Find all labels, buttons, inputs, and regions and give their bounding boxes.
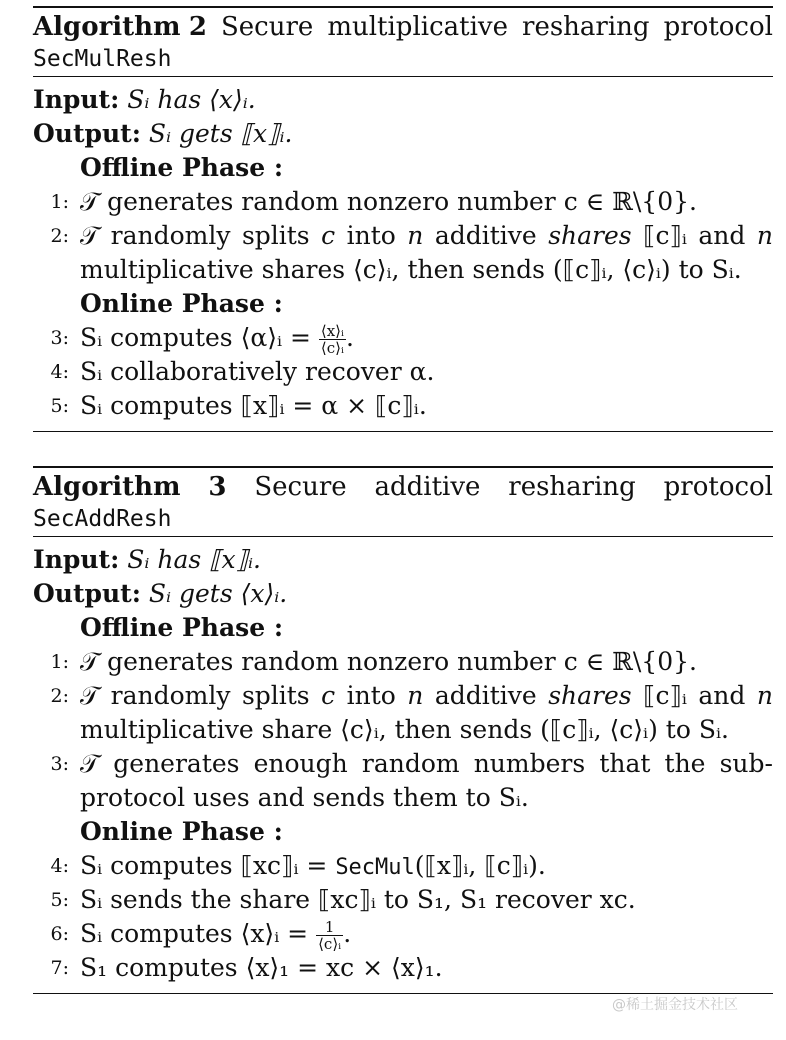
step-word: c xyxy=(321,681,336,710)
step-number: 6 : xyxy=(47,917,69,951)
title-word: resharing xyxy=(522,12,650,42)
step-number: 1 : xyxy=(47,645,69,679)
step-word: randomly xyxy=(110,221,231,250)
step-text: 𝒯 generates random nonzero number c ∈ ℝ\{0}. xyxy=(80,647,697,676)
secmul-function: SecMul xyxy=(335,855,415,880)
online-phase-label: Online Phase : xyxy=(80,817,283,846)
algorithm-label: Algorithm xyxy=(33,12,181,42)
step-word: splits xyxy=(241,681,310,710)
step-word: additive xyxy=(434,681,537,710)
algorithm-3-body xyxy=(33,537,773,993)
fraction-numerator: ⟨x⟩ᵢ xyxy=(320,322,345,340)
step-number: 5 : xyxy=(47,883,69,917)
step-text: Sᵢ computes ⟦xc⟧ᵢ = xyxy=(80,851,336,880)
step-4 xyxy=(33,355,773,389)
algorithm-number: 2 xyxy=(188,12,207,42)
step-number: 1 : xyxy=(47,185,69,219)
step-word: and xyxy=(698,221,746,250)
step-number: 4 : xyxy=(47,849,69,883)
step-word: shares xyxy=(548,681,632,710)
step-2 xyxy=(33,679,773,713)
fraction-numerator: 1 xyxy=(316,919,343,936)
step-word: n xyxy=(756,681,773,710)
step-text: Sᵢ computes ⟦x⟧ᵢ = α × ⟦c⟧ᵢ. xyxy=(80,391,427,420)
step-word: into xyxy=(346,221,396,250)
step-word: that xyxy=(599,749,651,778)
input-label: Input: xyxy=(33,545,120,574)
protocol-name: SecAddResh xyxy=(33,506,172,532)
step-1 xyxy=(33,185,773,219)
offline-phase-label: Offline Phase : xyxy=(80,153,284,182)
step-4 xyxy=(33,849,773,883)
step-number: 4 : xyxy=(47,355,69,389)
title-word: multiplicative xyxy=(327,12,508,42)
output-label: Output: xyxy=(33,579,141,608)
step-number: 7 : xyxy=(47,951,69,985)
watermark: @稀土掘金技术社区 xyxy=(612,997,738,1013)
title-word: additive xyxy=(374,472,481,502)
algorithm-2-body xyxy=(33,77,773,431)
step-text-end: . xyxy=(343,919,352,948)
step-word: enough xyxy=(253,749,348,778)
fraction xyxy=(316,919,343,952)
step-text-continued: multiplicative share ⟨c⟩ᵢ, then sends (⟦c⟧ᵢ, ⟨c⟩ᵢ) to Sᵢ. xyxy=(80,715,729,744)
step-word: additive xyxy=(434,221,537,250)
algorithm-number: 3 xyxy=(208,472,227,502)
step-text: S₁ computes ⟨x⟩₁ = xc × ⟨x⟩₁. xyxy=(80,953,443,982)
input-text: Sᵢ has ⟨x⟩ᵢ. xyxy=(127,85,256,114)
algorithm-3-title xyxy=(33,468,773,536)
step-word: 𝒯 xyxy=(80,221,100,250)
step-number: 3 : xyxy=(47,321,69,355)
step-7 xyxy=(33,951,773,985)
input-label: Input: xyxy=(33,85,120,114)
title-word: resharing xyxy=(508,472,636,502)
algorithm-2-title xyxy=(33,8,773,76)
step-text-end: . xyxy=(346,323,354,352)
algorithm-label: Algorithm xyxy=(33,472,181,502)
step-word: shares xyxy=(548,221,632,250)
step-word: ⟦c⟧ᵢ xyxy=(643,681,687,710)
output-text: Sᵢ gets ⟦x⟧ᵢ. xyxy=(148,119,293,148)
title-word: protocol xyxy=(663,472,773,502)
bottom-rule xyxy=(33,431,773,432)
step-text: Sᵢ collaboratively recover α. xyxy=(80,357,435,386)
step-word: randomly xyxy=(110,681,231,710)
step-text: 𝒯 generates random nonzero number c ∈ ℝ\{0}. xyxy=(80,187,697,216)
step-text: Sᵢ computes ⟨x⟩ᵢ = xyxy=(80,919,309,948)
offline-phase-label: Offline Phase : xyxy=(80,613,284,642)
fraction xyxy=(319,323,346,356)
step-6 xyxy=(33,917,773,951)
step-3 xyxy=(33,321,773,355)
step-word: 𝒯 xyxy=(80,749,100,778)
output-text: Sᵢ gets ⟨x⟩ᵢ. xyxy=(148,579,288,608)
step-text-continued: multiplicative shares ⟨c⟩ᵢ, then sends (⟦c⟧ᵢ, ⟨c⟩ᵢ) to Sᵢ. xyxy=(80,255,742,284)
step-3 xyxy=(33,747,773,781)
step-word: and xyxy=(698,681,746,710)
step-5 xyxy=(33,389,773,423)
step-number: 2 : xyxy=(47,679,69,713)
step-word: n xyxy=(407,681,424,710)
step-5 xyxy=(33,883,773,917)
step-word: generates xyxy=(113,749,240,778)
output-label: Output: xyxy=(33,119,141,148)
step-word: the xyxy=(664,749,706,778)
step-number: 5 : xyxy=(47,389,69,423)
step-word: splits xyxy=(241,221,310,250)
step-word: sub- xyxy=(719,749,773,778)
step-text-end: (⟦x⟧ᵢ, ⟦c⟧ᵢ). xyxy=(414,851,546,880)
step-word: numbers xyxy=(473,749,586,778)
online-phase-label: Online Phase : xyxy=(80,289,283,318)
title-word: Secure xyxy=(254,472,347,502)
step-text-continued: protocol uses and sends them to Sᵢ. xyxy=(80,783,529,812)
step-word: random xyxy=(361,749,460,778)
input-text: Sᵢ has ⟦x⟧ᵢ. xyxy=(127,545,261,574)
step-number: 2 : xyxy=(47,219,69,253)
title-word: protocol xyxy=(663,12,773,42)
step-word: c xyxy=(321,221,336,250)
step-word: n xyxy=(756,221,773,250)
step-2 xyxy=(33,219,773,253)
fraction-denominator: ⟨c⟩ᵢ xyxy=(320,339,345,357)
step-number: 3 : xyxy=(47,747,69,781)
algorithm-3-block xyxy=(33,466,773,994)
step-word: ⟦c⟧ᵢ xyxy=(643,221,687,250)
step-text: Sᵢ computes ⟨α⟩ᵢ = xyxy=(80,323,311,352)
title-word: Secure xyxy=(220,12,314,42)
algorithm-2-block xyxy=(33,6,773,432)
step-word: into xyxy=(346,681,396,710)
protocol-name: SecMulResh xyxy=(33,46,172,72)
step-1 xyxy=(33,645,773,679)
fraction-denominator: ⟨c⟩ᵢ xyxy=(318,935,342,953)
step-word: 𝒯 xyxy=(80,681,100,710)
step-text: Sᵢ sends the share ⟦xc⟧ᵢ to S₁, S₁ recover xc. xyxy=(80,885,636,914)
step-word: n xyxy=(407,221,424,250)
